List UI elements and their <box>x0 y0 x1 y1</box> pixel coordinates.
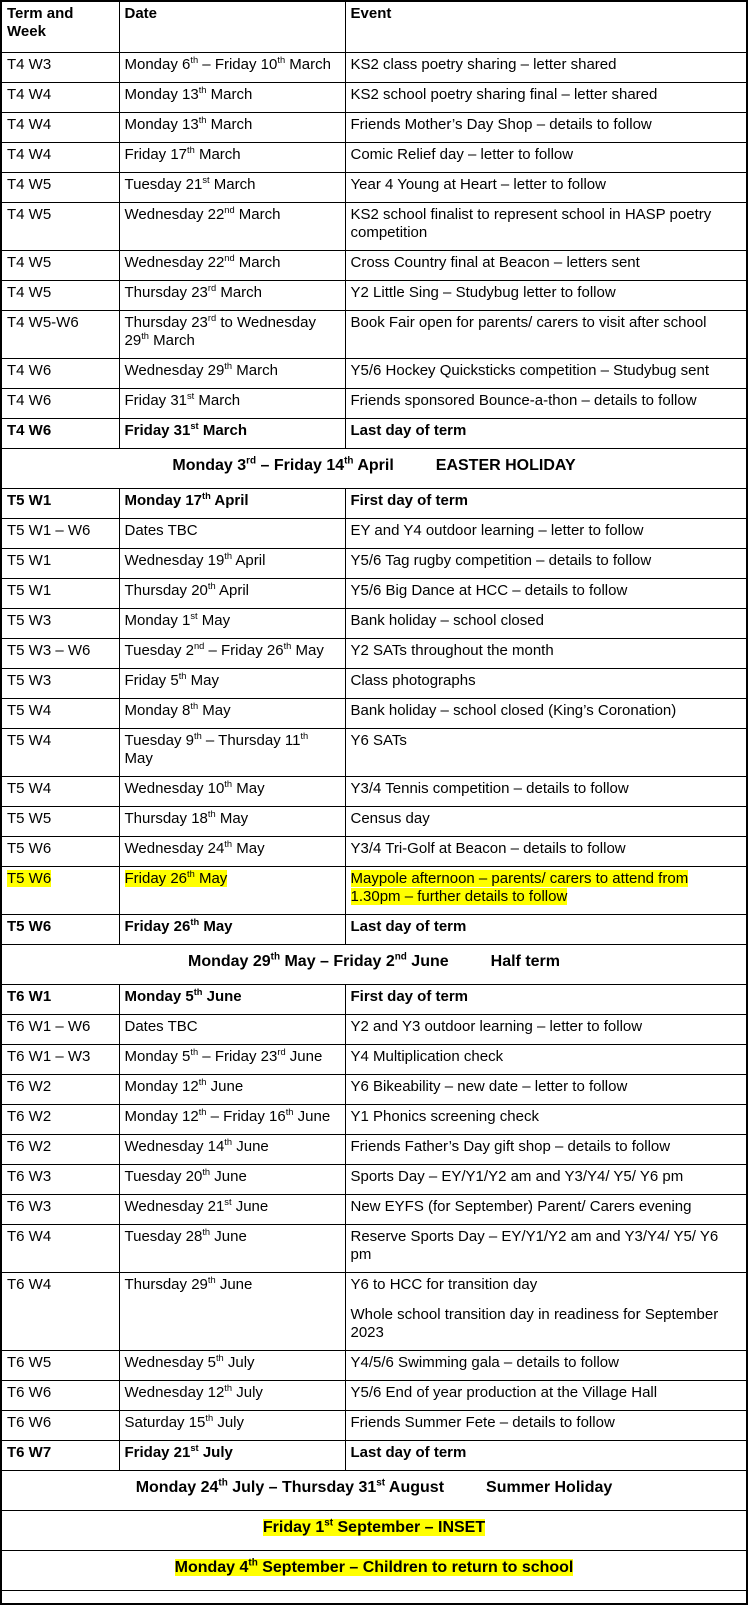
term-cell: T6 W3 <box>1 1195 119 1225</box>
event-cell: Class photographs <box>345 669 747 699</box>
event-row <box>1 1015 747 1045</box>
event-row <box>1 519 747 549</box>
term-cell: T5 W5 <box>1 807 119 837</box>
date-cell: Monday 13th March <box>119 113 345 143</box>
term-cell: T4 W6 <box>1 389 119 419</box>
date-cell: Thursday 20th April <box>119 579 345 609</box>
event-row <box>1 985 747 1015</box>
event-cell: Friends Mother’s Day Shop – details to follow <box>345 113 747 143</box>
event-cell: Comic Relief day – letter to follow <box>345 143 747 173</box>
event-cell: Last day of term <box>345 1441 747 1471</box>
event-row <box>1 1075 747 1105</box>
table-header <box>1 1 747 53</box>
date-cell: Wednesday 19th April <box>119 549 345 579</box>
holiday-row <box>1 945 747 985</box>
event-row <box>1 359 747 389</box>
term-cell: T5 W1 – W6 <box>1 519 119 549</box>
event-cell: Bank holiday – school closed <box>345 609 747 639</box>
event-row <box>1 1225 747 1273</box>
date-cell: Thursday 29th June <box>119 1273 345 1351</box>
event-cell: Y5/6 Tag rugby competition – details to follow <box>345 549 747 579</box>
event-row <box>1 1105 747 1135</box>
term-cell: T4 W5 <box>1 173 119 203</box>
event-row <box>1 777 747 807</box>
event-cell: Y3/4 Tri-Golf at Beacon – details to follow <box>345 837 747 867</box>
event-row <box>1 1411 747 1441</box>
date-cell: Thursday 23rd March <box>119 281 345 311</box>
event-row <box>1 729 747 777</box>
event-row <box>1 579 747 609</box>
date-cell: Friday 26th May <box>119 867 345 915</box>
event-row <box>1 609 747 639</box>
event-row <box>1 251 747 281</box>
term-cell: T5 W1 <box>1 549 119 579</box>
event-row <box>1 1045 747 1075</box>
event-cell: Y4 Multiplication check <box>345 1045 747 1075</box>
event-row <box>1 83 747 113</box>
event-row <box>1 1351 747 1381</box>
date-cell: Wednesday 5th July <box>119 1351 345 1381</box>
event-cell: KS2 school poetry sharing final – letter shared <box>345 83 747 113</box>
event-cell: Reserve Sports Day – EY/Y1/Y2 am and Y3/Y4/ Y5/ Y6 pm <box>345 1225 747 1273</box>
event-row <box>1 639 747 669</box>
date-cell: Friday 5th May <box>119 669 345 699</box>
event-row <box>1 389 747 419</box>
holiday-date-range: Monday 3rd – Friday 14th April <box>172 455 394 474</box>
event-row <box>1 669 747 699</box>
date-cell: Dates TBC <box>119 1015 345 1045</box>
date-cell: Monday 17th April <box>119 489 345 519</box>
date-cell: Monday 6th – Friday 10th March <box>119 53 345 83</box>
term-cell: T5 W3 <box>1 669 119 699</box>
holiday-cell <box>1 945 747 985</box>
date-cell: Tuesday 28th June <box>119 1225 345 1273</box>
event-row <box>1 1135 747 1165</box>
table-body <box>1 53 747 1605</box>
term-cell: T6 W4 <box>1 1225 119 1273</box>
date-cell: Monday 1st May <box>119 609 345 639</box>
event-row <box>1 867 747 915</box>
date-cell: Tuesday 21st March <box>119 173 345 203</box>
event-row <box>1 807 747 837</box>
date-cell: Dates TBC <box>119 519 345 549</box>
date-cell: Wednesday 14th June <box>119 1135 345 1165</box>
header-date: Date <box>119 1 345 53</box>
date-cell: Wednesday 10th May <box>119 777 345 807</box>
date-cell: Friday 31st March <box>119 389 345 419</box>
term-cell: T4 W6 <box>1 419 119 449</box>
event-row <box>1 699 747 729</box>
event-cell: Y4/5/6 Swimming gala – details to follow <box>345 1351 747 1381</box>
term-cell: T5 W4 <box>1 777 119 807</box>
date-cell: Friday 31st March <box>119 419 345 449</box>
date-cell: Monday 8th May <box>119 699 345 729</box>
date-cell: Monday 5th June <box>119 985 345 1015</box>
event-row <box>1 1195 747 1225</box>
date-cell: Friday 21st July <box>119 1441 345 1471</box>
event-cell: Last day of term <box>345 915 747 945</box>
term-cell: T4 W5 <box>1 281 119 311</box>
event-row <box>1 143 747 173</box>
event-row <box>1 915 747 945</box>
date-cell: Thursday 18th May <box>119 807 345 837</box>
event-cell: Y6 SATs <box>345 729 747 777</box>
header-event: Event <box>345 1 747 53</box>
holiday-cell <box>1 449 747 489</box>
term-cell: T5 W4 <box>1 699 119 729</box>
holiday-row <box>1 1471 747 1511</box>
term-cell: T6 W6 <box>1 1411 119 1441</box>
notice-cell: Monday 4th September – Children to return to school <box>1 1551 747 1591</box>
event-cell: Y5/6 Hockey Quicksticks competition – Studybug sent <box>345 359 747 389</box>
date-cell: Wednesday 12th July <box>119 1381 345 1411</box>
event-row <box>1 1273 747 1351</box>
notice-row <box>1 1511 747 1551</box>
date-cell: Thursday 23rd to Wednesday 29th March <box>119 311 345 359</box>
term-cell: T5 W1 <box>1 579 119 609</box>
spacer-row <box>1 1591 747 1605</box>
event-row <box>1 311 747 359</box>
date-cell: Tuesday 2nd – Friday 26th May <box>119 639 345 669</box>
event-cell: Last day of term <box>345 419 747 449</box>
holiday-date-range: Monday 29th May – Friday 2nd June <box>187 951 449 970</box>
date-cell: Monday 13th March <box>119 83 345 113</box>
event-cell: Y6 Bikeability – new date – letter to follow <box>345 1075 747 1105</box>
term-cell: T5 W3 <box>1 609 119 639</box>
event-cell: KS2 class poetry sharing – letter shared <box>345 53 747 83</box>
event-cell: First day of term <box>345 489 747 519</box>
event-cell: Y6 to HCC for transition day Whole school transition day in readiness for September 2023 <box>345 1273 747 1351</box>
holiday-label: Half term <box>490 953 561 970</box>
term-cell: T6 W5 <box>1 1351 119 1381</box>
event-cell: Y5/6 Big Dance at HCC – details to follow <box>345 579 747 609</box>
event-cell: Census day <box>345 807 747 837</box>
term-cell: T6 W1 <box>1 985 119 1015</box>
term-cell: T4 W6 <box>1 359 119 389</box>
event-row <box>1 837 747 867</box>
event-cell: Y2 SATs throughout the month <box>345 639 747 669</box>
event-cell: Y3/4 Tennis competition – details to follow <box>345 777 747 807</box>
term-cell: T6 W2 <box>1 1135 119 1165</box>
term-cell: T6 W1 – W6 <box>1 1015 119 1045</box>
term-cell: T4 W4 <box>1 83 119 113</box>
term-cell: T6 W4 <box>1 1273 119 1351</box>
event-cell: Y2 Little Sing – Studybug letter to follow <box>345 281 747 311</box>
event-cell: Maypole afternoon – parents/ carers to attend from 1.30pm – further details to follow <box>345 867 747 915</box>
holiday-cell <box>1 1471 747 1511</box>
event-cell: Book Fair open for parents/ carers to visit after school <box>345 311 747 359</box>
date-cell: Wednesday 29th March <box>119 359 345 389</box>
event-row <box>1 1165 747 1195</box>
term-cell: T6 W2 <box>1 1105 119 1135</box>
holiday-label: EASTER HOLIDAY <box>435 457 576 474</box>
event-row <box>1 113 747 143</box>
date-cell: Wednesday 22nd March <box>119 251 345 281</box>
event-cell: Y2 and Y3 outdoor learning – letter to follow <box>345 1015 747 1045</box>
date-cell: Saturday 15th July <box>119 1411 345 1441</box>
event-cell: KS2 school finalist to represent school in HASP poetry competition <box>345 203 747 251</box>
event-row <box>1 419 747 449</box>
term-cell: T4 W3 <box>1 53 119 83</box>
event-cell: Friends sponsored Bounce-a-thon – details to follow <box>345 389 747 419</box>
event-row <box>1 1441 747 1471</box>
date-cell: Friday 17th March <box>119 143 345 173</box>
date-cell: Tuesday 20th June <box>119 1165 345 1195</box>
event-row <box>1 1381 747 1411</box>
term-cell: T5 W6 <box>1 867 119 915</box>
term-cell: T4 W5-W6 <box>1 311 119 359</box>
event-cell: Friends Father’s Day gift shop – details to follow <box>345 1135 747 1165</box>
holiday-date-range: Monday 24th July – Thursday 31st August <box>135 1477 445 1496</box>
header-row <box>1 1 747 53</box>
event-cell: Sports Day – EY/Y1/Y2 am and Y3/Y4/ Y5/ Y6 pm <box>345 1165 747 1195</box>
event-cell: Friends Summer Fete – details to follow <box>345 1411 747 1441</box>
date-cell: Wednesday 24th May <box>119 837 345 867</box>
term-cell: T4 W5 <box>1 251 119 281</box>
date-cell: Monday 12th June <box>119 1075 345 1105</box>
term-cell: T6 W7 <box>1 1441 119 1471</box>
holiday-label: Summer Holiday <box>486 1479 613 1496</box>
term-cell: T4 W5 <box>1 203 119 251</box>
event-cell: EY and Y4 outdoor learning – letter to follow <box>345 519 747 549</box>
date-cell: Wednesday 22nd March <box>119 203 345 251</box>
term-cell: T6 W3 <box>1 1165 119 1195</box>
date-cell: Wednesday 21st June <box>119 1195 345 1225</box>
event-row <box>1 53 747 83</box>
term-cell: T5 W3 – W6 <box>1 639 119 669</box>
term-cell: T5 W1 <box>1 489 119 519</box>
event-cell: New EYFS (for September) Parent/ Carers evening <box>345 1195 747 1225</box>
term-cell: T5 W6 <box>1 837 119 867</box>
date-cell: Monday 5th – Friday 23rd June <box>119 1045 345 1075</box>
holiday-row <box>1 449 747 489</box>
event-row <box>1 173 747 203</box>
term-cell: T4 W4 <box>1 113 119 143</box>
header-term-and-week: Term and Week <box>1 1 119 53</box>
term-cell: T4 W4 <box>1 143 119 173</box>
notice-row <box>1 1551 747 1591</box>
event-row <box>1 489 747 519</box>
date-cell: Monday 12th – Friday 16th June <box>119 1105 345 1135</box>
event-cell: Y1 Phonics screening check <box>345 1105 747 1135</box>
term-cell: T6 W2 <box>1 1075 119 1105</box>
term-cell: T6 W6 <box>1 1381 119 1411</box>
event-cell: Year 4 Young at Heart – letter to follow <box>345 173 747 203</box>
event-cell: Y5/6 End of year production at the Village Hall <box>345 1381 747 1411</box>
term-cell: T6 W1 – W3 <box>1 1045 119 1075</box>
event-cell: Cross Country final at Beacon – letters sent <box>345 251 747 281</box>
event-row <box>1 281 747 311</box>
event-row <box>1 203 747 251</box>
term-cell: T5 W4 <box>1 729 119 777</box>
event-cell: Bank holiday – school closed (King’s Coronation) <box>345 699 747 729</box>
event-cell: First day of term <box>345 985 747 1015</box>
event-cell-second-paragraph: Whole school transition day in readiness for September 2023 <box>350 1306 719 1341</box>
notice-cell: Friday 1st September – INSET <box>1 1511 747 1551</box>
spacer-cell <box>1 1591 747 1605</box>
term-cell: T5 W6 <box>1 915 119 945</box>
event-row <box>1 549 747 579</box>
date-cell: Tuesday 9th – Thursday 11th May <box>119 729 345 777</box>
date-cell: Friday 26th May <box>119 915 345 945</box>
